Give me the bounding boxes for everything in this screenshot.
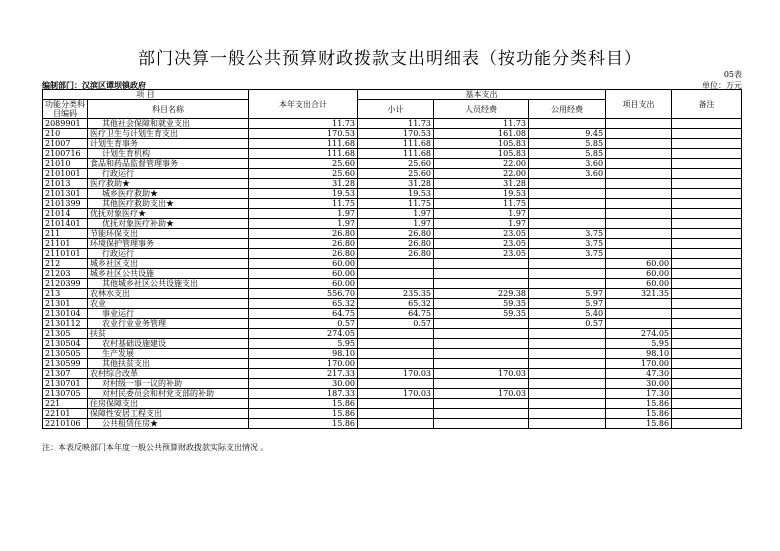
row-remarks: [672, 359, 742, 369]
row-code: 21013: [43, 179, 88, 189]
row-project-expenditure: [606, 199, 672, 209]
row-subject-name: 农业行业业务管理: [88, 319, 249, 329]
row-project-expenditure: 15.86: [606, 399, 672, 409]
row-project-expenditure: [606, 129, 672, 139]
row-total: 15.86: [249, 399, 358, 409]
row-remarks: [672, 259, 742, 269]
row-code: 2130505: [43, 349, 88, 359]
table-row: [43, 309, 742, 319]
row-personnel: 161.08: [434, 129, 529, 139]
row-remarks: [672, 199, 742, 209]
row-code: 2101401: [43, 219, 88, 229]
row-public: [529, 189, 606, 199]
row-personnel: 59.35: [434, 299, 529, 309]
header-func-code: 功能分类科目编码: [43, 100, 88, 119]
header-subject-name: 科目名称: [88, 100, 249, 119]
row-code: 21301: [43, 299, 88, 309]
row-subtotal: 19.53: [358, 189, 434, 199]
row-remarks: [672, 159, 742, 169]
row-subtotal: [358, 329, 434, 339]
row-code: 210: [43, 129, 88, 139]
row-subtotal: 25.60: [358, 159, 434, 169]
row-code: 21010: [43, 159, 88, 169]
row-public: 5.97: [529, 289, 606, 299]
row-public: [529, 379, 606, 389]
row-project-expenditure: [606, 179, 672, 189]
row-total: 25.60: [249, 159, 358, 169]
table-row: [43, 259, 742, 269]
header-total: 本年支出合计: [249, 90, 358, 119]
row-subtotal: 0.57: [358, 319, 434, 329]
row-subtotal: 26.80: [358, 249, 434, 259]
row-public: [529, 259, 606, 269]
compiling-unit: 编制部门：汉滨区谭坝镇政府: [42, 80, 146, 90]
row-personnel: [434, 399, 529, 409]
row-subject-name: 医疗救助★: [88, 179, 249, 189]
row-subtotal: 170.03: [358, 389, 434, 399]
row-public: [529, 179, 606, 189]
row-total: 187.33: [249, 389, 358, 399]
row-total: 26.80: [249, 249, 358, 259]
row-personnel: [434, 349, 529, 359]
row-subtotal: 65.32: [358, 299, 434, 309]
row-subject-name: 公共租赁住房★: [88, 419, 249, 429]
row-remarks: [672, 189, 742, 199]
row-subject-name: 对村民委员会和村党支部的补助: [88, 389, 249, 399]
row-personnel: 23.05: [434, 229, 529, 239]
row-personnel: 19.53: [434, 189, 529, 199]
row-code: 211: [43, 229, 88, 239]
header-personnel: 人员经费: [434, 100, 529, 119]
table-row: [43, 209, 742, 219]
row-subject-name: 城乡医疗救助★: [88, 189, 249, 199]
row-project-expenditure: [606, 149, 672, 159]
row-project-expenditure: [606, 299, 672, 309]
row-total: 11.73: [249, 119, 358, 129]
row-subtotal: [358, 279, 434, 289]
row-subject-name: 食品和药品监督管理事务: [88, 159, 249, 169]
row-public: 3.75: [529, 239, 606, 249]
table-row: [43, 239, 742, 249]
row-subject-name: 其他城乡社区公共设施支出: [88, 279, 249, 289]
row-subject-name: 行政运行: [88, 249, 249, 259]
row-code: 21014: [43, 209, 88, 219]
row-subject-name: 行政运行: [88, 169, 249, 179]
row-subject-name: 其他医疗救助支出★: [88, 199, 249, 209]
row-subtotal: [358, 379, 434, 389]
row-public: [529, 209, 606, 219]
row-remarks: [672, 249, 742, 259]
row-total: 11.75: [249, 199, 358, 209]
row-subtotal: [358, 399, 434, 409]
row-personnel: 23.05: [434, 239, 529, 249]
table-row: [43, 379, 742, 389]
row-personnel: 11.75: [434, 199, 529, 209]
row-personnel: 105.83: [434, 139, 529, 149]
row-public: [529, 329, 606, 339]
table-row: [43, 349, 742, 359]
row-subject-name: 其他社会保障和就业支出: [88, 119, 249, 129]
table-row: [43, 129, 742, 139]
row-remarks: [672, 299, 742, 309]
row-total: 217.33: [249, 369, 358, 379]
row-code: 2130112: [43, 319, 88, 329]
row-subject-name: 扶贫: [88, 329, 249, 339]
row-public: 0.57: [529, 319, 606, 329]
row-subtotal: 111.68: [358, 139, 434, 149]
row-public: [529, 279, 606, 289]
row-subject-name: 生产发展: [88, 349, 249, 359]
row-subject-name: 医疗卫生与计划生育支出: [88, 129, 249, 139]
row-public: [529, 359, 606, 369]
row-code: 2101301: [43, 189, 88, 199]
row-subtotal: 64.75: [358, 309, 434, 319]
row-code: 2130701: [43, 379, 88, 389]
row-remarks: [672, 209, 742, 219]
row-personnel: 170.03: [434, 389, 529, 399]
row-public: 3.60: [529, 169, 606, 179]
row-subject-name: 优抚对象医疗补助★: [88, 219, 249, 229]
row-project-expenditure: 170.00: [606, 359, 672, 369]
row-project-expenditure: 274.05: [606, 329, 672, 339]
row-subject-name: 保障性安居工程支出: [88, 409, 249, 419]
row-public: [529, 419, 606, 429]
row-subtotal: 26.80: [358, 239, 434, 249]
row-personnel: 1.97: [434, 209, 529, 219]
row-code: 21307: [43, 369, 88, 379]
table-row: [43, 119, 742, 129]
row-project-expenditure: 30.00: [606, 379, 672, 389]
table-row: [43, 409, 742, 419]
row-personnel: 229.38: [434, 289, 529, 299]
row-total: 1.97: [249, 209, 358, 219]
table-code: 05表: [723, 70, 742, 79]
row-subtotal: 11.73: [358, 119, 434, 129]
row-personnel: 1.97: [434, 219, 529, 229]
row-public: [529, 349, 606, 359]
row-remarks: [672, 129, 742, 139]
row-total: 60.00: [249, 279, 358, 289]
row-subtotal: [358, 349, 434, 359]
row-project-expenditure: [606, 239, 672, 249]
row-project-expenditure: [606, 249, 672, 259]
row-personnel: 105.83: [434, 149, 529, 159]
row-subject-name: 农林水支出: [88, 289, 249, 299]
header-basic: 基本支出: [358, 90, 606, 100]
row-total: 15.86: [249, 409, 358, 419]
row-project-expenditure: [606, 119, 672, 129]
row-code: 2089901: [43, 119, 88, 129]
row-subtotal: 11.75: [358, 199, 434, 209]
row-subtotal: [358, 259, 434, 269]
row-subtotal: 1.97: [358, 219, 434, 229]
row-total: 170.00: [249, 359, 358, 369]
row-total: 111.68: [249, 149, 358, 159]
row-code: 2130599: [43, 359, 88, 369]
row-remarks: [672, 119, 742, 129]
row-code: 212: [43, 259, 88, 269]
row-project-expenditure: [606, 189, 672, 199]
table-row: [43, 199, 742, 209]
row-personnel: 22.00: [434, 169, 529, 179]
row-subject-name: 其他扶贫支出: [88, 359, 249, 369]
row-code: 2210106: [43, 419, 88, 429]
row-total: 19.53: [249, 189, 358, 199]
row-code: 21203: [43, 269, 88, 279]
row-public: 5.85: [529, 149, 606, 159]
row-public: 5.85: [529, 139, 606, 149]
row-remarks: [672, 419, 742, 429]
row-public: [529, 199, 606, 209]
row-total: 170.53: [249, 129, 358, 139]
row-project-expenditure: [606, 229, 672, 239]
row-total: 5.95: [249, 339, 358, 349]
row-remarks: [672, 219, 742, 229]
row-total: 65.32: [249, 299, 358, 309]
table-row: [43, 359, 742, 369]
row-total: 98.10: [249, 349, 358, 359]
row-remarks: [672, 389, 742, 399]
row-subtotal: 26.80: [358, 229, 434, 239]
row-project-expenditure: [606, 209, 672, 219]
row-personnel: 22.00: [434, 159, 529, 169]
row-public: 3.75: [529, 229, 606, 239]
row-subject-name: 城乡社区公共设施: [88, 269, 249, 279]
row-public: [529, 409, 606, 419]
row-total: 60.00: [249, 269, 358, 279]
row-subtotal: [358, 409, 434, 419]
row-project-expenditure: 15.86: [606, 409, 672, 419]
header-subtotal: 小计: [358, 100, 434, 119]
row-code: 2130504: [43, 339, 88, 349]
row-subtotal: 170.03: [358, 369, 434, 379]
row-project-expenditure: 47.30: [606, 369, 672, 379]
row-subtotal: [358, 419, 434, 429]
table-body: [43, 119, 742, 429]
row-public: 3.75: [529, 249, 606, 259]
row-project-expenditure: [606, 159, 672, 169]
currency-unit: 单位：万元: [702, 81, 742, 90]
table-row: [43, 369, 742, 379]
header-project: 项 目: [43, 90, 249, 100]
row-personnel: [434, 269, 529, 279]
row-code: 21007: [43, 139, 88, 149]
row-code: 2110101: [43, 249, 88, 259]
row-total: 64.75: [249, 309, 358, 319]
row-public: 5.97: [529, 299, 606, 309]
row-subject-name: 城乡社区支出: [88, 259, 249, 269]
table-row: [43, 249, 742, 259]
table-row: [43, 289, 742, 299]
row-subtotal: 111.68: [358, 149, 434, 159]
row-subject-name: 对村级一事一议的补助: [88, 379, 249, 389]
row-remarks: [672, 149, 742, 159]
row-code: 221: [43, 399, 88, 409]
row-remarks: [672, 179, 742, 189]
row-personnel: [434, 259, 529, 269]
row-total: 0.57: [249, 319, 358, 329]
header-public: 公用经费: [529, 100, 606, 119]
row-project-expenditure: 98.10: [606, 349, 672, 359]
row-code: 2101001: [43, 169, 88, 179]
row-code: 22101: [43, 409, 88, 419]
header-remarks: 备注: [672, 90, 742, 119]
row-remarks: [672, 279, 742, 289]
table-row: [43, 269, 742, 279]
row-subtotal: 31.28: [358, 179, 434, 189]
row-public: [529, 399, 606, 409]
row-subtotal: [358, 269, 434, 279]
row-remarks: [672, 339, 742, 349]
expenditure-table: [42, 89, 742, 429]
table-row: [43, 219, 742, 229]
row-subtotal: [358, 339, 434, 349]
row-public: [529, 339, 606, 349]
row-remarks: [672, 169, 742, 179]
row-subtotal: [358, 359, 434, 369]
row-subject-name: 农业: [88, 299, 249, 309]
table-row: [43, 319, 742, 329]
table-row: [43, 149, 742, 159]
row-subject-name: 节能环保支出: [88, 229, 249, 239]
row-subtotal: 25.60: [358, 169, 434, 179]
row-public: 5.40: [529, 309, 606, 319]
table-row: [43, 179, 742, 189]
row-code: 213: [43, 289, 88, 299]
row-total: 274.05: [249, 329, 358, 339]
row-remarks: [672, 319, 742, 329]
table-row: [43, 419, 742, 429]
row-project-expenditure: 15.86: [606, 419, 672, 429]
row-project-expenditure: 321.35: [606, 289, 672, 299]
row-project-expenditure: 5.95: [606, 339, 672, 349]
row-public: [529, 219, 606, 229]
row-code: 2130705: [43, 389, 88, 399]
row-remarks: [672, 309, 742, 319]
row-personnel: 31.28: [434, 179, 529, 189]
row-remarks: [672, 239, 742, 249]
row-public: [529, 269, 606, 279]
row-remarks: [672, 369, 742, 379]
row-personnel: [434, 319, 529, 329]
row-public: [529, 119, 606, 129]
row-remarks: [672, 139, 742, 149]
row-subject-name: 农村基础设施建设: [88, 339, 249, 349]
row-project-expenditure: [606, 169, 672, 179]
row-subject-name: 事业运行: [88, 309, 249, 319]
row-subtotal: 235.35: [358, 289, 434, 299]
row-total: 31.28: [249, 179, 358, 189]
row-subtotal: 1.97: [358, 209, 434, 219]
row-personnel: [434, 419, 529, 429]
footnote: 注：本表反映部门本年度一般公共预算财政拨款实际支出情况 。: [42, 443, 269, 452]
row-total: 26.80: [249, 229, 358, 239]
row-code: 2101399: [43, 199, 88, 209]
row-subject-name: 农村综合改革: [88, 369, 249, 379]
row-project-expenditure: 60.00: [606, 279, 672, 289]
row-personnel: [434, 359, 529, 369]
row-personnel: 23.05: [434, 249, 529, 259]
row-project-expenditure: [606, 319, 672, 329]
row-total: 1.97: [249, 219, 358, 229]
table-row: [43, 299, 742, 309]
row-code: 21101: [43, 239, 88, 249]
row-total: 60.00: [249, 259, 358, 269]
row-remarks: [672, 379, 742, 389]
row-remarks: [672, 229, 742, 239]
row-subject-name: 计划生育机构: [88, 149, 249, 159]
row-subject-name: 优抚对象医疗★: [88, 209, 249, 219]
row-public: 3.60: [529, 159, 606, 169]
row-project-expenditure: 60.00: [606, 259, 672, 269]
table-row: [43, 389, 742, 399]
row-code: 21305: [43, 329, 88, 339]
table-row: [43, 139, 742, 149]
row-total: 26.80: [249, 239, 358, 249]
row-subtotal: 170.53: [358, 129, 434, 139]
header-project-expenditure: 项目支出: [606, 90, 672, 119]
row-personnel: [434, 279, 529, 289]
row-project-expenditure: [606, 219, 672, 229]
row-remarks: [672, 329, 742, 339]
table-row: [43, 159, 742, 169]
row-project-expenditure: [606, 139, 672, 149]
row-remarks: [672, 349, 742, 359]
row-remarks: [672, 289, 742, 299]
table-row: [43, 399, 742, 409]
row-project-expenditure: 60.00: [606, 269, 672, 279]
row-project-expenditure: [606, 309, 672, 319]
row-remarks: [672, 409, 742, 419]
row-total: 15.86: [249, 419, 358, 429]
table-row: [43, 329, 742, 339]
row-personnel: 11.73: [434, 119, 529, 129]
row-personnel: [434, 329, 529, 339]
row-code: 2130104: [43, 309, 88, 319]
table-row: [43, 339, 742, 349]
row-total: 30.00: [249, 379, 358, 389]
table-row: [43, 189, 742, 199]
page-title: 部门决算一般公共预算财政拨款支出明细表（按功能分类科目）: [138, 49, 642, 69]
row-total: 556.70: [249, 289, 358, 299]
table-row: [43, 169, 742, 179]
row-personnel: [434, 379, 529, 389]
row-total: 111.68: [249, 139, 358, 149]
row-remarks: [672, 269, 742, 279]
row-total: 25.60: [249, 169, 358, 179]
row-public: 9.45: [529, 129, 606, 139]
row-project-expenditure: 17.30: [606, 389, 672, 399]
row-code: 2100716: [43, 149, 88, 159]
row-personnel: 59.35: [434, 309, 529, 319]
table-row: [43, 279, 742, 289]
row-code: 2120399: [43, 279, 88, 289]
row-public: [529, 369, 606, 379]
row-personnel: [434, 339, 529, 349]
row-subject-name: 住房保障支出: [88, 399, 249, 409]
table-row: [43, 229, 742, 239]
row-subject-name: 环境保护管理事务: [88, 239, 249, 249]
row-public: [529, 389, 606, 399]
row-personnel: 170.03: [434, 369, 529, 379]
row-remarks: [672, 399, 742, 409]
row-personnel: [434, 409, 529, 419]
row-subject-name: 计划生育事务: [88, 139, 249, 149]
